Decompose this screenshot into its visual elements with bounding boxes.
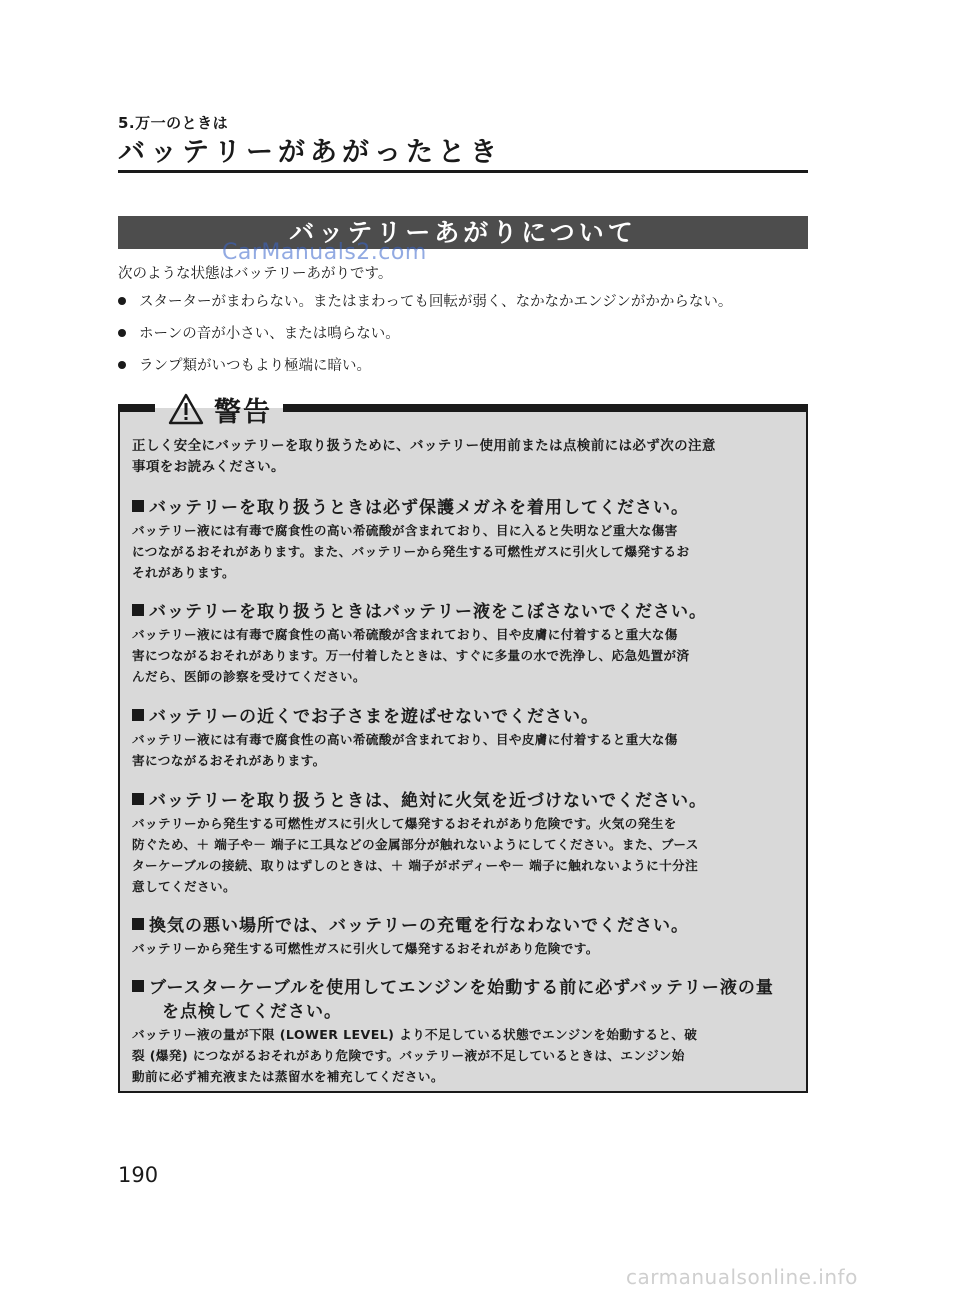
bullet-item: ランプ類がいつもより極端に暗い。 (118, 354, 371, 375)
watermark-footer: carmanualsonline.info (626, 1265, 858, 1289)
warning-label-text: 警告 (214, 396, 272, 428)
warning-triangle-icon (168, 393, 204, 425)
warning-item-heading: バッテリーの近くでお子さまを遊ばせないでください。 (132, 705, 800, 729)
bullet-item: ホーンの音が小さい、または鳴らない。 (118, 322, 400, 343)
warning-item (132, 914, 800, 959)
section-intro: 次のような状態はバッテリーあがりです。 (118, 266, 393, 282)
warning-label (168, 392, 272, 426)
warning-intro: 正しく安全にバッテリーを取り扱うために、バッテリー使用前または点検前には必ず次の注意 事項をお読みください。 (132, 438, 716, 475)
warning-item-body: バッテリーから発生する可燃性ガスに引火して爆発するおそれがあり危険です。火気の発生を 防ぐため、＋ 端子や－ 端子に工具などの金属部分が触れないようにしてください。また、ブース ターケーブルの接続、取りはずしのときは、＋ 端子がボディーや－ 端子に触れないように十分注 意してください。 (132, 816, 699, 894)
bullet-dot-icon (118, 297, 126, 305)
square-bullet-icon (132, 918, 144, 930)
square-bullet-icon (132, 604, 144, 616)
warning-item-body: バッテリー液には有毒で腐食性の高い希硫酸が含まれており、目に入ると失明など重大な傷害 につながるおそれがあります。また、バッテリーから発生する可燃性ガスに引火して爆発するお それがあります。 (132, 523, 690, 580)
warning-item-body: バッテリー液の量が下限 (LOWER LEVEL) より不足している状態でエンジンを始動すると、破 裂 (爆発) につながるおそれがあり危険です。バッテリー液が不足しているときは、エンジン始 動前に必ず補充液または蒸留水を補充してください。 (132, 1027, 698, 1084)
bullet-dot-icon (118, 329, 126, 337)
warning-item-body: バッテリー液には有毒で腐食性の高い希硫酸が含まれており、目や皮膚に付着すると重大な傷 害につながるおそれがあります。 (132, 732, 678, 768)
watermark-top: CarManuals2.com (222, 240, 427, 265)
warning-item-body: バッテリー液には有毒で腐食性の高い希硫酸が含まれており、目や皮膚に付着すると重大な傷 害につながるおそれがあります。万一付着したときは、すぐに多量の水で洗浄し、応急処置が済 んだら、医師の診察を受けてください。 (132, 627, 690, 684)
square-bullet-icon (132, 793, 144, 805)
warning-item-body: バッテリーから発生する可燃性ガスに引火して爆発するおそれがあり危険です。 (132, 941, 599, 956)
bullet-dot-icon (118, 361, 126, 369)
warning-item-heading: バッテリーを取り扱うときは必ず保護メガネを着用してください。 (132, 496, 800, 520)
page-number: 190 (118, 1163, 159, 1187)
square-bullet-icon (132, 709, 144, 721)
warning-item (132, 600, 800, 687)
bullet-item: スターターがまわらない。またはまわっても回転が弱く、なかなかエンジンがかからない。 (118, 290, 732, 311)
warning-item (132, 496, 800, 583)
warning-item-heading: ブースターケーブルを使用してエンジンを始動する前に必ずバッテリー液の量 を点検してください。 (132, 976, 800, 1024)
warning-item (132, 789, 800, 897)
breadcrumb: 5.万一のときは (118, 114, 229, 132)
square-bullet-icon (132, 500, 144, 512)
warning-item-heading: バッテリーを取り扱うときは、絶対に火気を近づけないでください。 (132, 789, 800, 813)
section-title-bar: バッテリーあがりについて (118, 216, 808, 249)
square-bullet-icon (132, 980, 144, 992)
page-title: バッテリーがあがったとき (118, 137, 502, 168)
warning-item-heading: 換気の悪い場所では、バッテリーの充電を行なわないでください。 (132, 914, 800, 938)
warning-item (132, 705, 800, 771)
warning-top-rule-left (118, 404, 155, 412)
warning-item (132, 976, 800, 1087)
warning-top-rule-right (283, 404, 808, 412)
warning-item-heading: バッテリーを取り扱うときはバッテリー液をこぼさないでください。 (132, 600, 800, 624)
title-divider (118, 170, 808, 173)
